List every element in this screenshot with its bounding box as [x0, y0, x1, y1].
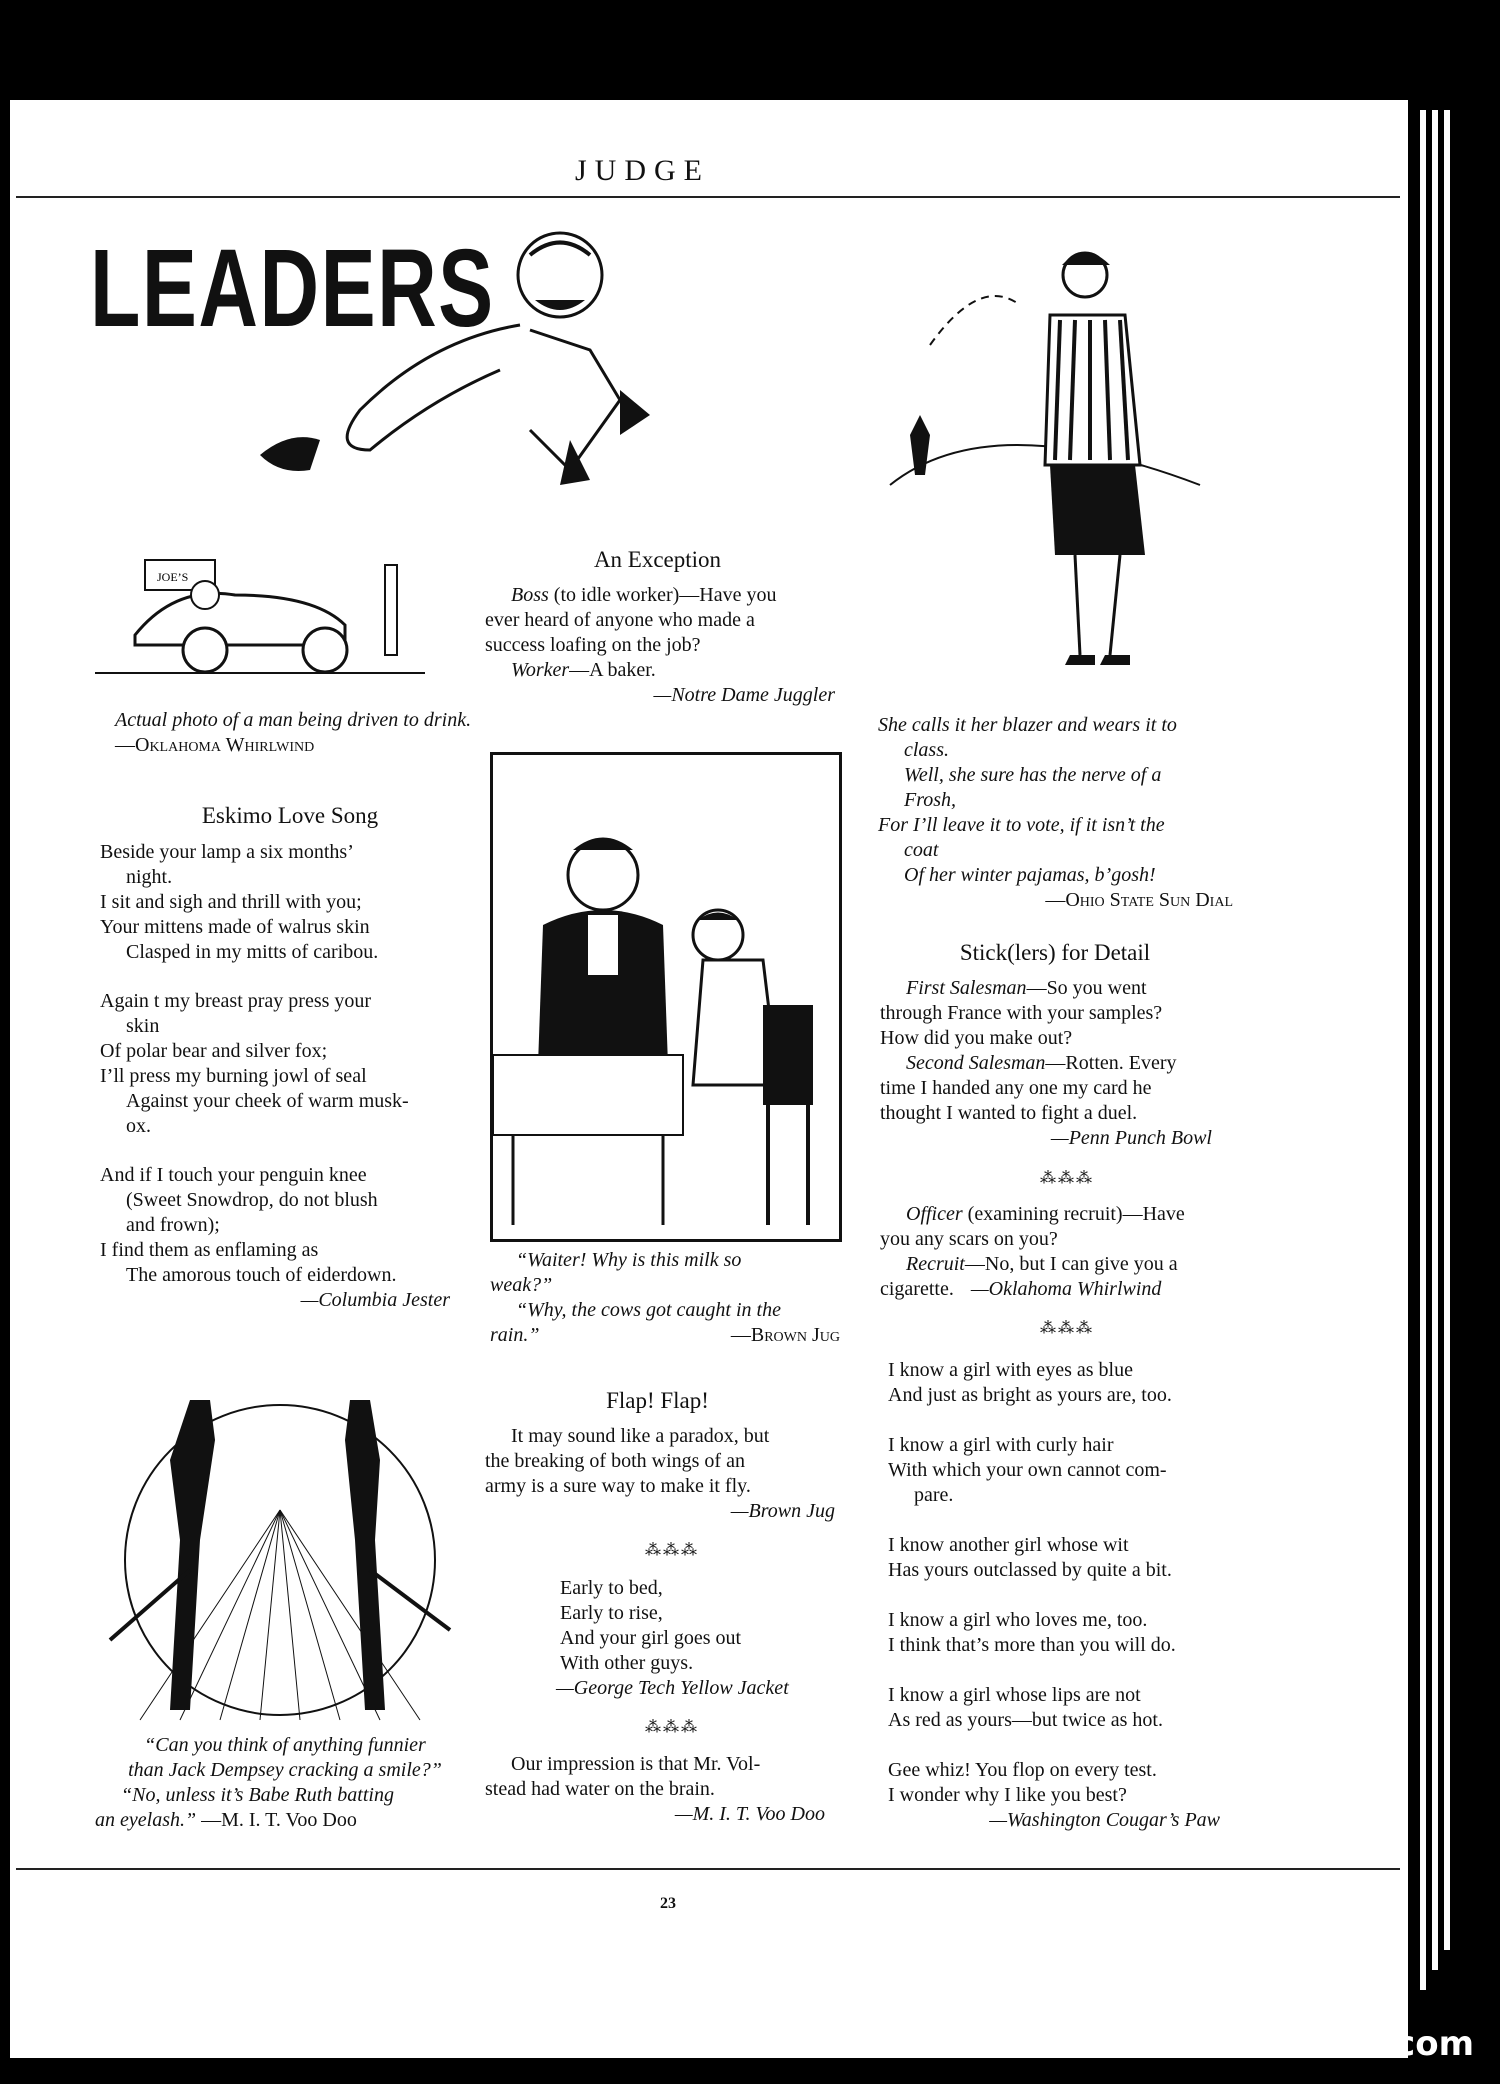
poem-line: And if I touch your penguin knee [100, 1164, 367, 1186]
flap-credit: —Brown Jug [730, 1500, 835, 1522]
watermark: comicbooks.com [1157, 2024, 1474, 2064]
joke-line: cigarette. [880, 1278, 954, 1300]
poem-line: As red as yours—but twice as hot. [888, 1709, 1163, 1731]
joke-line: (to idle worker)—Have you [548, 584, 777, 606]
eskimo-title: Eskimo Love Song [201, 803, 379, 828]
poem-line: Gee whiz! You flop on every test. [888, 1759, 1157, 1781]
poem-line: Against your cheek of warm musk- [126, 1090, 409, 1112]
poem-line: Of polar bear and silver fox; [100, 1040, 328, 1062]
poem-line: I wonder why I like you best? [888, 1784, 1127, 1806]
joke-line: time I handed any one my card he [880, 1077, 1152, 1099]
joke-line: (examining recruit)—Have [962, 1203, 1185, 1225]
joke-line: —Rotten. Every [1045, 1052, 1177, 1074]
sticklers-joke [880, 976, 1232, 1151]
joke-line: ever heard of anyone who made a [485, 609, 755, 631]
poem-line: I know a girl with eyes as blue [888, 1359, 1133, 1381]
car-caption-text: Actual photo of a man being driven to drink. [115, 709, 472, 731]
dempsey-illustration [100, 1380, 460, 1730]
poem-line: The amorous touch of eiderdown. [126, 1264, 397, 1286]
poem-line: class. [904, 739, 949, 761]
poem-line: ox. [126, 1115, 151, 1137]
poem-line: I’ll press my burning jowl of seal [100, 1065, 367, 1087]
joke-line: —So you went [1026, 977, 1147, 999]
poem-line: coat [904, 839, 939, 861]
poem-line: I know a girl whose lips are not [888, 1684, 1141, 1706]
poem-line: Early to bed, [560, 1577, 663, 1599]
poem-line: With which your own cannot com- [888, 1459, 1167, 1481]
speaker: Boss [511, 584, 549, 606]
poem-line: Early to rise, [560, 1602, 663, 1624]
girl-poem-credit: —Washington Cougar’s Paw [989, 1809, 1220, 1831]
page-edge [1432, 110, 1438, 1970]
poem-line: Well, she sure has the nerve of a [904, 764, 1162, 786]
joke-line: How did you make out? [880, 1027, 1073, 1049]
poem-line: Your mittens made of walrus skin [100, 916, 370, 938]
ornament: ⁂⁂⁂ [1040, 1170, 1094, 1187]
car-caption-credit: —Oklahoma Whirlwind [115, 734, 315, 756]
speaker: First Salesman [906, 977, 1027, 999]
poem-line: skin [126, 1015, 160, 1037]
poem-line: Beside your lamp a six months’ [100, 841, 354, 863]
poem-line: And just as bright as yours are, too. [888, 1384, 1172, 1406]
joke-line: stead had water on the brain. [485, 1778, 715, 1800]
caption-line: “Waiter! Why is this milk so [516, 1249, 742, 1271]
sticklers-title: Stick(lers) for Detail [959, 940, 1151, 965]
joke-line: —No, but I can give you a [964, 1253, 1178, 1275]
joke-line: you any scars on you? [880, 1228, 1058, 1250]
joke-line: It may sound like a paradox, but [511, 1425, 770, 1447]
joke-line: —A baker. [569, 659, 656, 681]
poem-line: And your girl goes out [560, 1627, 742, 1649]
page-edge [1444, 110, 1450, 1950]
joke-line: the breaking of both wings of an [485, 1450, 745, 1472]
poem-line: Has yours outclassed by quite a bit. [888, 1559, 1172, 1581]
poem-line: I know a girl who loves me, too. [888, 1609, 1148, 1631]
speaker: Second Salesman [906, 1052, 1046, 1074]
caption-line: “Can you think of anything funnier [144, 1734, 426, 1756]
flap-title: Flap! Flap! [606, 1388, 709, 1413]
poem-line: pare. [914, 1484, 954, 1506]
eskimo-credit: —Columbia Jester [300, 1289, 450, 1311]
car-illustration [95, 555, 435, 685]
speaker: Recruit [906, 1253, 965, 1275]
poem-line: Of her winter pajamas, b’gosh! [904, 864, 1156, 886]
waiter-credit: —Brown Jug [730, 1324, 840, 1346]
girl-poem [888, 1358, 1240, 1833]
poem-line: Frosh, [904, 789, 957, 811]
blazer-credit: —Ohio State Sun Dial [1045, 889, 1233, 911]
ornament: ⁂⁂⁂ [645, 1542, 699, 1559]
early-poem [556, 1576, 840, 1701]
caption-line: “No, unless it’s Babe Ruth batting [121, 1784, 394, 1806]
poem-line: night. [126, 866, 173, 888]
officer-credit: —Oklahoma Whirlwind [970, 1278, 1162, 1300]
poem-line: With other guys. [560, 1652, 694, 1674]
speaker: Worker [511, 659, 570, 681]
poem-line: I know another girl whose wit [888, 1534, 1129, 1556]
exception-joke [485, 583, 835, 708]
speaker: Officer [906, 1203, 963, 1225]
poem-line: I think that’s more than you will do. [888, 1634, 1176, 1656]
exception-credit: —Notre Dame Juggler [653, 684, 835, 706]
dempsey-credit: —M. I. T. Voo Doo [201, 1809, 357, 1831]
ornament: ⁂⁂⁂ [1040, 1320, 1094, 1337]
exception-title: An Exception [593, 547, 722, 572]
poem-line: and frown); [126, 1214, 220, 1236]
top-rule [16, 196, 1400, 198]
poem-line: I know a girl with curly hair [888, 1434, 1114, 1456]
dempsey-caption [95, 1733, 475, 1833]
magazine-header: JUDGE [575, 154, 710, 187]
early-credit: —George Tech Yellow Jacket [556, 1677, 789, 1699]
poem-line: I find them as enflaming as [100, 1239, 319, 1261]
caption-line: rain.” [490, 1324, 540, 1346]
eskimo-poem [100, 840, 450, 1313]
waiter-caption [490, 1248, 840, 1348]
poem-line: For I’ll leave it to vote, if it isn’t the [878, 814, 1165, 836]
volstead-credit: —M. I. T. Voo Doo [674, 1803, 825, 1825]
leaders-title: LEADERS [90, 227, 495, 350]
joke-line: success loafing on the job? [485, 634, 701, 656]
joke-line: thought I wanted to fight a duel. [880, 1102, 1138, 1124]
running-man-illustration [230, 230, 650, 490]
blazer-poem [878, 713, 1233, 913]
blazer-girl-illustration [870, 235, 1240, 705]
waiter-illustration-box [490, 752, 842, 1242]
ornament: ⁂⁂⁂ [645, 1719, 699, 1736]
sticklers-credit: —Penn Punch Bowl [1050, 1127, 1212, 1149]
car-caption [115, 708, 495, 758]
joke-line: through France with your samples? [880, 1002, 1163, 1024]
page-edge [1420, 110, 1426, 1990]
poem-line: She calls it her blazer and wears it to [878, 714, 1177, 736]
joke-line: army is a sure way to make it fly. [485, 1475, 751, 1497]
poem-line: I sit and sigh and thrill with you; [100, 891, 362, 913]
joke-line: Our impression is that Mr. Vol- [511, 1753, 761, 1775]
officer-joke [880, 1202, 1232, 1302]
waiter-illustration [493, 755, 839, 1239]
page-number: 23 [660, 1895, 676, 1912]
poem-line: Clasped in my mitts of caribou. [126, 941, 379, 963]
poem-line: (Sweet Snowdrop, do not blush [126, 1189, 378, 1211]
caption-line: weak?” [490, 1274, 553, 1296]
bottom-rule [16, 1868, 1400, 1870]
caption-line: than Jack Dempsey cracking a smile?” [128, 1759, 442, 1781]
flap-joke [485, 1424, 835, 1524]
poem-line: Again t my breast pray press your [100, 990, 372, 1012]
caption-line: “Why, the cows got caught in the [516, 1299, 781, 1321]
volstead-joke [485, 1752, 835, 1827]
car-sign: JOE’S [157, 570, 189, 584]
caption-line: an eyelash.” [95, 1809, 197, 1831]
